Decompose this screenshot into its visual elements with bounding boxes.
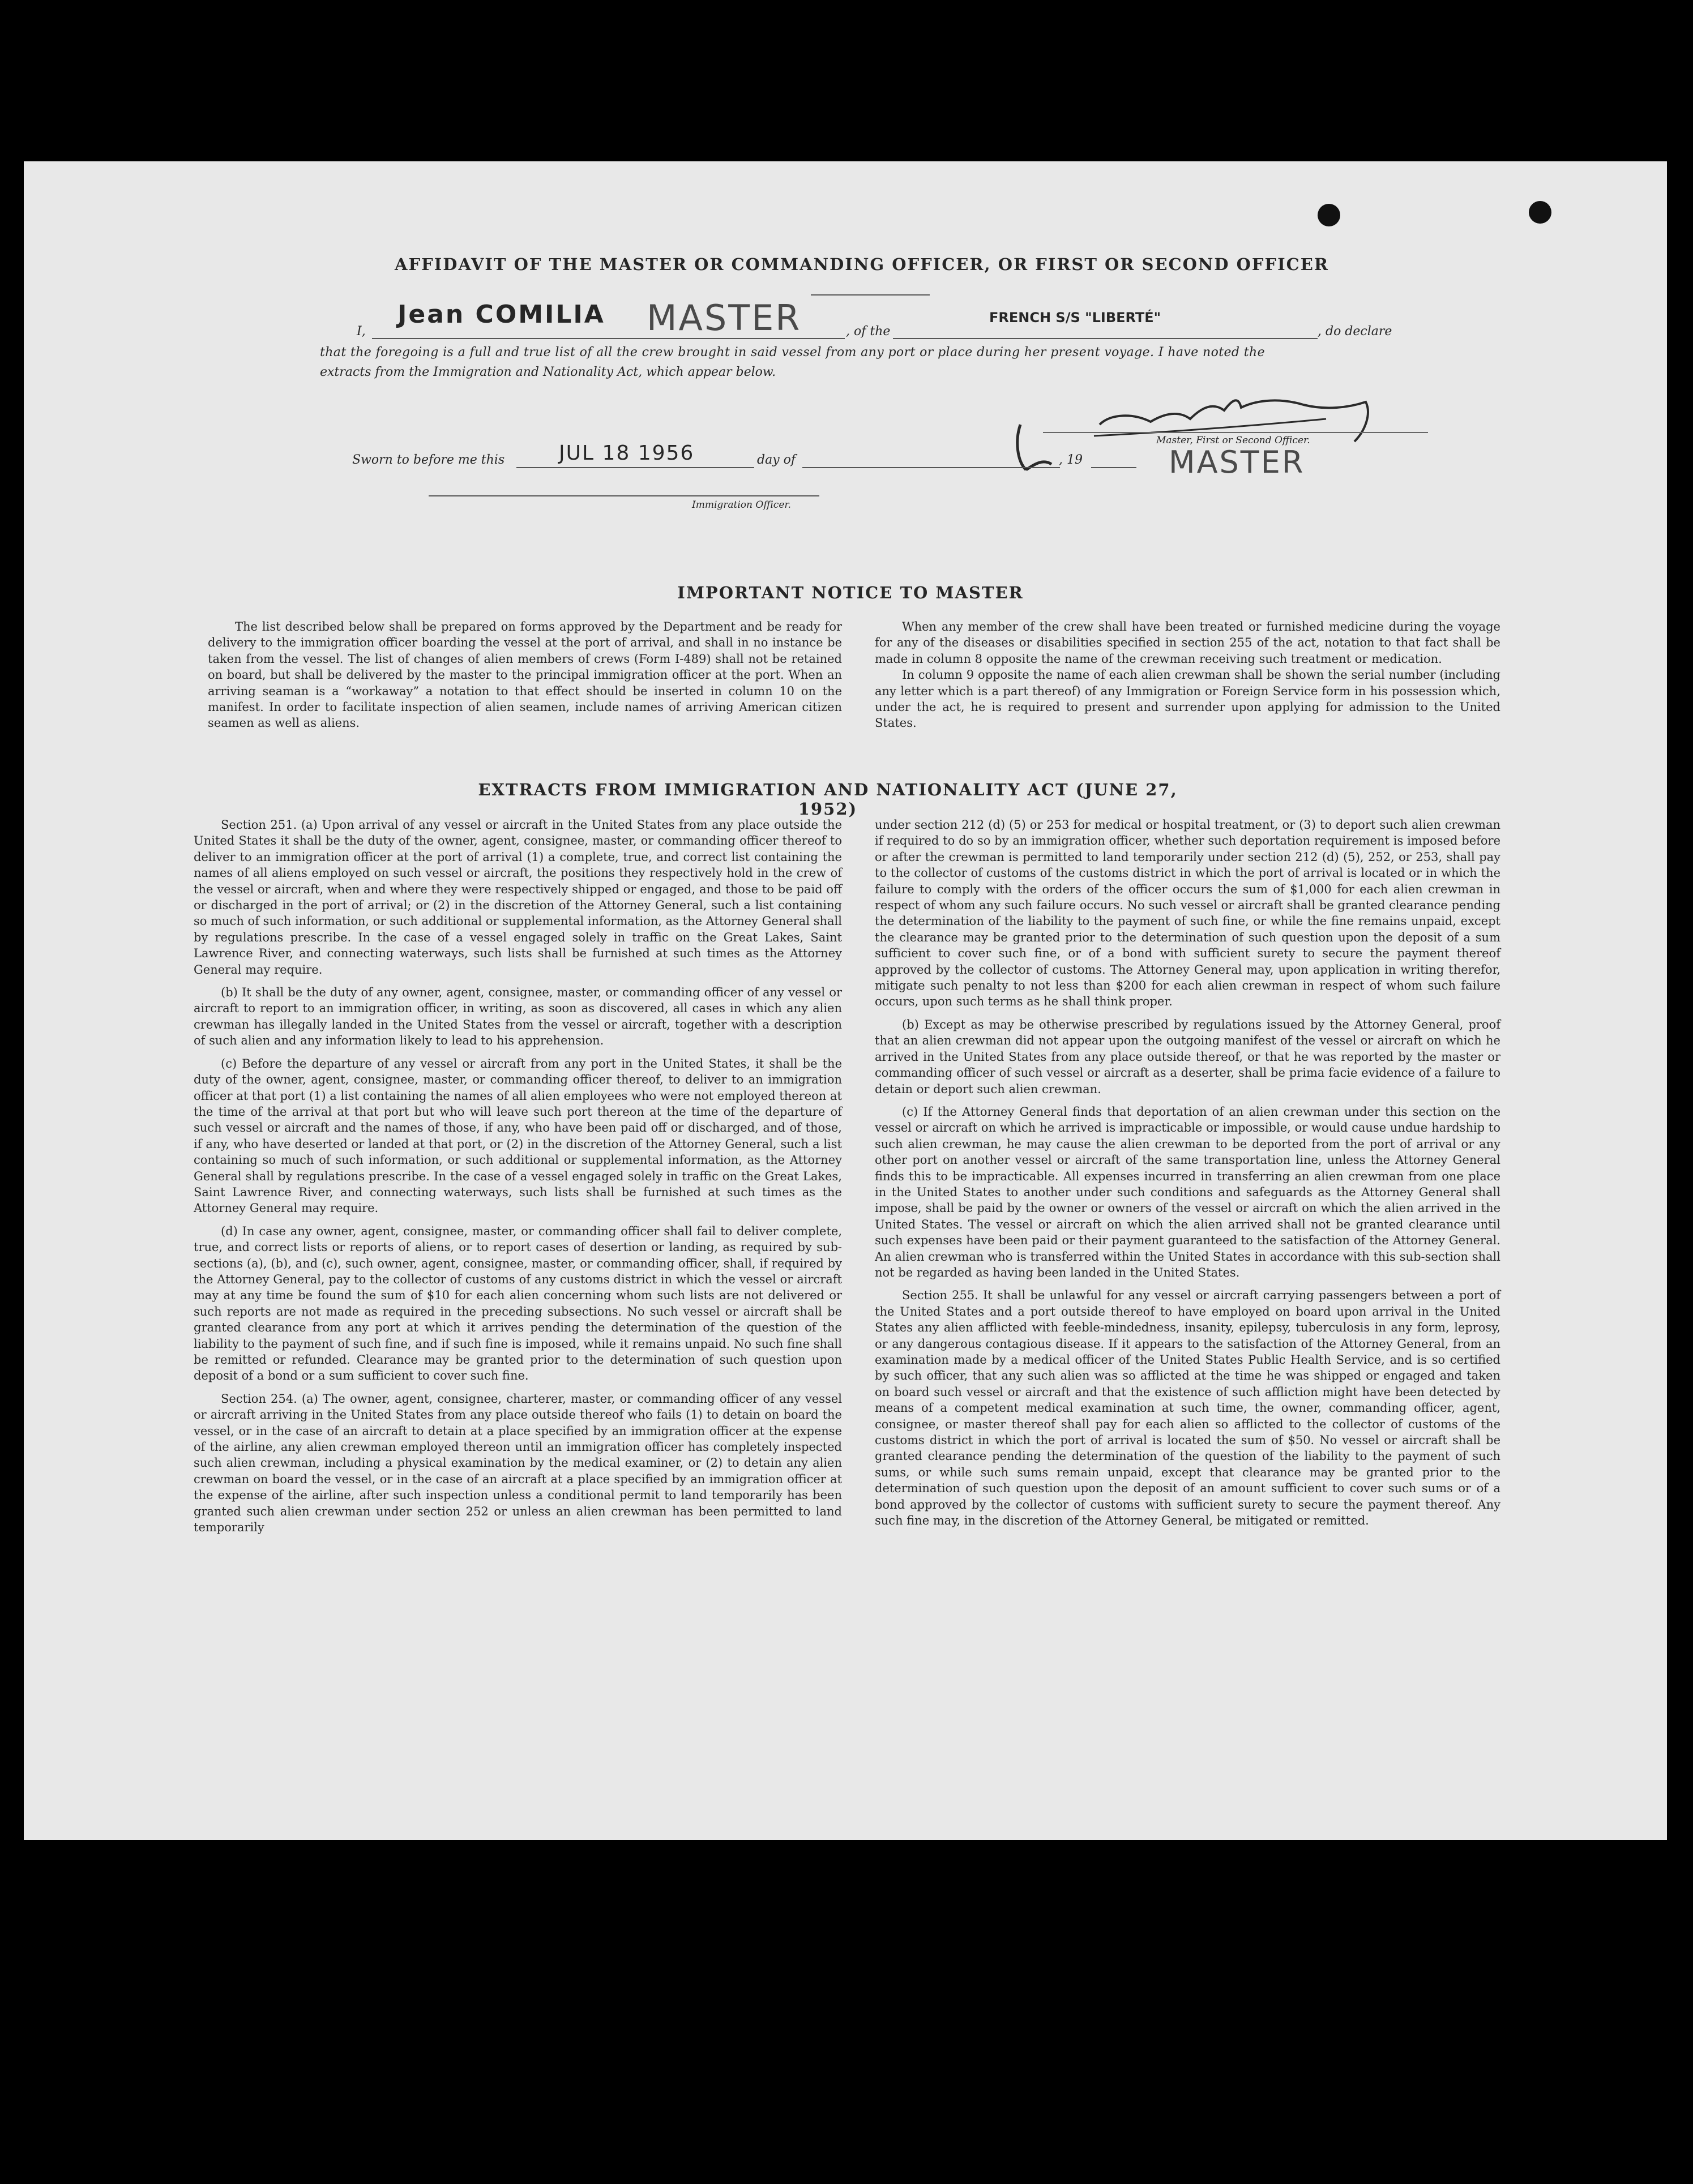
extract-paragraph: Section 254. (a) The owner, agent, consignee, charterer, master, or commanding officer of any vessel or aircraft arriving in the United States from any place outside thereof who fails (1) to detain on board the vessel, or in the case of an aircraft to detain at a place specified by an immigration officer at the expense of the airline, any alien crewman employed thereon until an immigration officer has completely inspected such alien crewman, including a physical examination by the medical examiner, or (2) to detain any alien crewman on board the vessel, or in the case of an aircraft at a place specified by an immigration officer at the expense of the airline, after such inspection unless a conditional permit to land temporarily has been granted such alien crewman under section 252 or unless an alien crewman has been permitted to land temporarily [194,1391,842,1535]
extracts-title: EXTRACTS FROM IMMIGRATION AND NATIONALITY ACT (JUNE 27, 1952) [478,780,1178,819]
declaration-line-2: extracts from the Immigration and Nationality Act, which appear below. [320,365,776,379]
sworn-label: Sworn to before me this [352,453,505,467]
extract-paragraph: (b) Except as may be otherwise prescribed by regulations issued by the Attorney General, proof that an alien crewman did not appear upon the outgoing manifest of the vessel or aircraft on which he arrived in the United States from any place outside thereof, or that he was reported by the master or commanding officer of such vessel or aircraft as a deserter, shall be prima facie evidence of a failure to detain or deport such alien crewman. [875,1017,1500,1096]
notice-paragraph: The list described below shall be prepared on forms approved by the Department and be ready for delivery to the immigration officer boarding the vessel at the port of arrival, and shall in no instance be taken from the vessel. The list of changes of alien members of crews (Form I-489) shall not be retained on board, but shall be delivered by the master to the principal immigration officer at the port. When an arriving seaman is a “workaway” a notation to that effect should be inserted in column 10 on the manifest. In order to facilitate inspection of alien seamen, include names of arriving American citizen seamen as well as aliens. [208,620,842,730]
extract-paragraph: Section 255. It shall be unlawful for any vessel or aircraft carrying passengers between a port of the United States and a port outside thereof to have employed on board upon arrival in the United States any alien afflicted with feeble-mindedness, insanity, epilepsy, tuberculosis in any form, leprosy, or any dangerous contagious disease. If it appears to the satisfaction of the Attorney General, from an examination made by a medical officer of the United States Public Health Service, and is so certified by such officer, that any such alien was so afflicted at the time he was shipped or engaged and taken on board such vessel or aircraft and that the existence of such affliction might have been detected by means of a competent medical examination at such time, the owner, commanding officer, agent, consignee, or master thereof shall pay for each alien so afflicted to the collector of customs of the customs district in which the port of arrival is located the sum of $50. No vessel or aircraft shall be granted clearance pending the determination of the question of the liability to the payment of such sums, or while such sums remain unpaid, except that clearance may be granted prior to the determination of such question upon the deposit of an amount sufficient to cover such sums or of a bond approved by the collector of customs with sufficient surety to secure the payment thereof. Any such fine may, in the discretion of the Attorney General, be mitigated or remitted. [875,1288,1500,1528]
signature-caption: Master, First or Second Officer. [1156,435,1310,446]
rank-stamp: MASTER [647,297,802,339]
of-the-label: , of the [846,324,891,339]
extract-paragraph: Section 251. (a) Upon arrival of any vessel or aircraft in the United States from any place outside the United States it shall be the duty of the owner, agent, consignee, master, or commanding officer thereof to deliver to an immigration officer at the port of arrival (1) a complete, true, and correct list containing the names of all aliens employed on such vessel or aircraft, the positions they respectively hold in the crew of the vessel or aircraft, when and where they were respectively shipped or engaged, and those to be paid off or discharged in the port of arrival; or (2) in the discretion of the Attorney General, such a list containing so much of such information, or such additional or supplemental information, as the Attorney General shall by regulations prescribe. In the case of a vessel engaged solely in traffic on the Great Lakes, Saint Lawrence River, and connecting waterways, such lists shall be furnished at such times as the Attorney General may require. [194,818,842,977]
extract-paragraph: (d) In case any owner, agent, consignee, master, or commanding officer shall fail to deliver complete, true, and correct lists or reports of aliens, or to report cases of desertion or landing, as required by sub-sections (a), (b), and (c), such owner, agent, consignee, master, or commanding officer, shall, if required by the Attorney General, pay to the collector of customs of any customs district in which the vessel or aircraft may at any time be found the sum of $10 for each alien concerning whom such lists are not delivered or such reports are not made as required in the preceding subsections. No such vessel or aircraft shall be granted clearance from any port at which it arrives pending the determination of the question of the liability to the payment of such fine, and if such fine is imposed, while it remains unpaid. No such fine shall be remitted or refunded. Clearance may be granted prior to the determination of such question upon deposit of a bond or a sum sufficient to cover such fine. [194,1224,842,1383]
immigration-officer-line [429,495,819,496]
i-label: I, [357,324,366,339]
day-of-label: day of [757,453,796,467]
sworn-day-line [516,467,754,468]
notice-right-text [875,619,1500,731]
year-label: , 19 [1059,453,1083,467]
binder-hole [1318,204,1340,226]
document-page [24,161,1667,1840]
do-declare-label: , do declare [1318,324,1392,339]
year-line [1091,467,1136,468]
vessel-line [893,338,1318,339]
notice-left-text [208,619,842,731]
binder-hole [1529,201,1551,224]
extract-paragraph: (b) It shall be the duty of any owner, agent, consignee, master, or commanding officer of any vessel or aircraft to report to an immigration officer, in writing, as soon as discovered, all cases in which any alien crewman has illegally landed in the United States from the vessel or aircraft, together with a description of such alien and any information likely to lead to his apprehension. [194,986,842,1048]
notice-paragraph: In column 9 opposite the name of each alien crewman shall be shown the serial number (including any letter which is a part thereof) of any Immigration or Foreign Service form in his possession which, under the act, he is required to present and surrender upon applying for admission to the United States. [875,668,1500,730]
extract-paragraph: (c) If the Attorney General finds that deportation of an alien crewman under this section on the vessel or aircraft on which he arrived is impracticable or impossible, or would cause undue hardship to such alien crewman, he may cause the alien crewman to be deported from the port of arrival or any other port on another vessel or aircraft of the same transportation line, unless the Attorney General finds this to be impracticable. All expenses incurred in transferring an alien crewman from one place in the United States to another under such conditions and safeguards as the Attorney General shall impose, shall be paid by the owner or owners of the vessel or aircraft on which the alien arrived in the United States. The vessel or aircraft on which the alien arrived shall not be granted clearance until such expenses have been paid or their payment guaranteed to the satisfaction of the Attorney General. An alien crewman who is transferred within the United States in accordance with this sub-section shall not be regarded as having been landed in the United States. [875,1104,1500,1279]
title-rule [811,294,930,296]
extract-paragraph: (c) Before the departure of any vessel or aircraft from any port in the United States, it shall be the duty of the owner, agent, consignee, master, or commanding officer thereof, to deliver to an immigration officer at that port (1) a list containing the names of all alien employees who were not employed thereon at the time of the arrival at that port but who will leave such port thereon at the time of the departure of such vessel or aircraft and the names of those, if any, who have been paid off or discharged, and of those, if any, who have deserted or landed at that port, or (2) in the discretion of the Attorney General, such a list containing so much of such information, or such additional or supplemental information, as the Attorney General shall by regulations prescribe. In the case of a vessel engaged solely in traffic on the Great Lakes, Saint Lawrence River, and connecting waterways, such lists shall be furnished at such times as the Attorney General may require. [194,1056,842,1215]
vessel-name: FRENCH S/S "LIBERTÉ" [989,310,1161,326]
extracts-right-column [875,817,1500,1528]
affidavit-title: AFFIDAVIT OF THE MASTER OR COMMANDING OFFICER, OR FIRST OR SECOND OFFICER [395,255,1329,274]
notice-paragraph: When any member of the crew shall have been treated or furnished medicine during the voyage for any of the diseases or disabilities specified in section 255 of the act, notation to that fact shall be made in column 8 opposite the name of the crewman receiving such treatment or medication. [875,620,1500,666]
master-stamp: MASTER [1169,444,1305,480]
immigration-officer-caption: Immigration Officer. [692,499,792,511]
month-line [802,467,1060,468]
extract-paragraph: under section 212 (d) (5) or 253 for medical or hospital treatment, or (3) to deport such alien crewman if required to do so by an immigration officer, whether such deportation requirement is imposed before or after the crewman is permitted to land temporarily under section 212 (d) (5), 252, or 253, shall pay to the collector of customs of the customs district in which the port of arrival is located or in which the failure to comply with the orders of the officer occurs the sum of $1,000 for each alien crewman in respect of whom any such failure occurs. No such vessel or aircraft shall be granted clearance pending the determination of the liability to the payment of such fine, or while the fine remains unpaid, except the clearance may be granted prior to the determination of such question upon the deposit of a sum sufficient to cover such fine, or of a bond with sufficient surety to secure the payment thereof approved by the collector of customs. The Attorney General may, upon application in writing therefor, mitigate such penalty to not less than $200 for each alien crewman in respect of whom such failure occurs, upon such terms as he shall think proper. [875,818,1500,1009]
signature-line [1043,432,1428,433]
extracts-left-column [194,817,842,1542]
declaration-line-1: that the foregoing is a full and true list of all the crew brought in said vessel from any port or place during her present voyage. I have noted the [320,345,1266,359]
crew-master-name: Jean COMILIA [397,300,605,329]
sworn-date-stamp: JUL 18 1956 [559,442,695,465]
notice-title: IMPORTANT NOTICE TO MASTER [677,583,1024,602]
